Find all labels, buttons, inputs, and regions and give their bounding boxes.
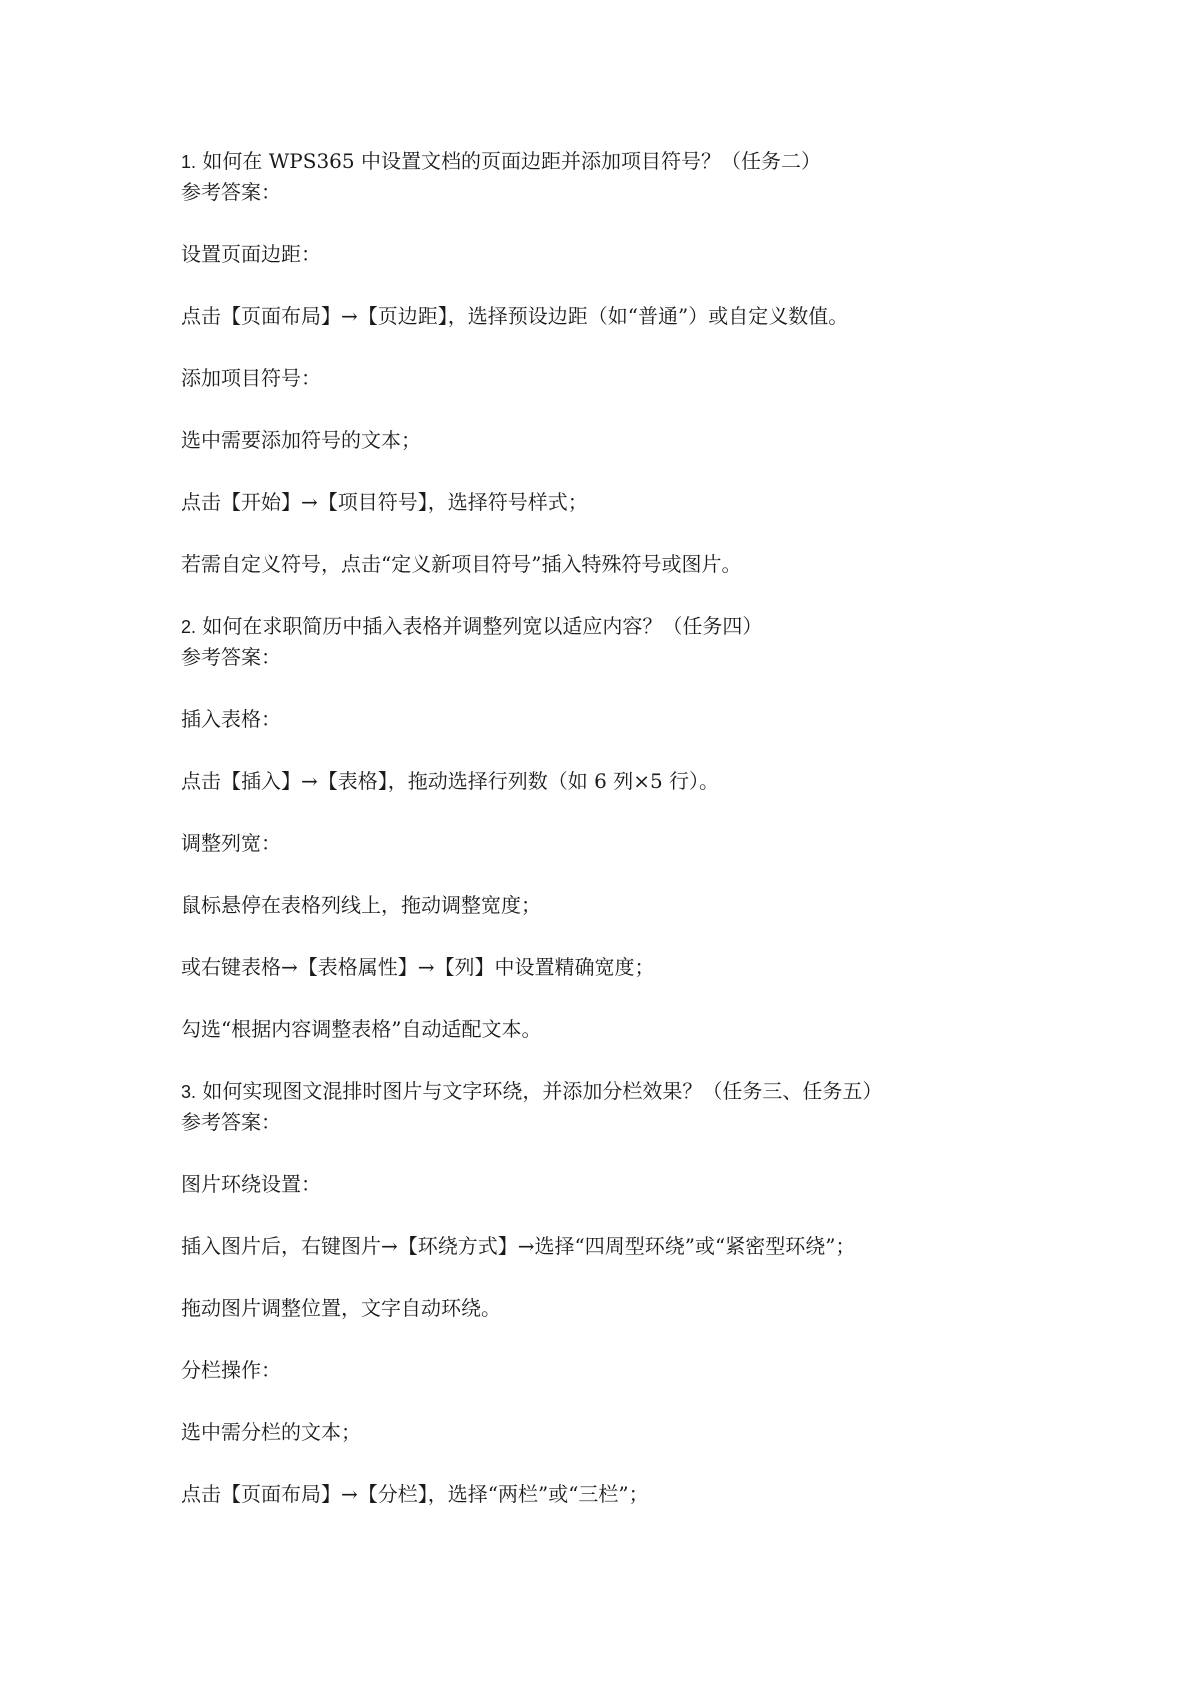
question-number: 1. (181, 152, 197, 172)
question-number: 3. (181, 1082, 197, 1102)
answer-label: 参考答案： (181, 1110, 281, 1134)
answer-label: 参考答案： (181, 645, 281, 669)
answer-line: 设置页面边距： (181, 242, 321, 266)
answer-line: 插入表格： (181, 707, 281, 731)
answer-line: 图片环绕设置： (181, 1172, 321, 1196)
answer-label: 参考答案： (181, 180, 281, 204)
answer-line: 分栏操作： (181, 1358, 281, 1382)
answer-line: 鼠标悬停在表格列线上，拖动调整宽度； (181, 893, 541, 917)
question-2-title (181, 611, 1061, 642)
answer-line: 选中需要添加符号的文本； (181, 428, 421, 452)
question-number: 2. (181, 617, 197, 637)
answer-line: 点击【插入】→【表格】，拖动选择行列数（如 6 列×5 行）。 (181, 769, 720, 793)
answer-line: 点击【页面布局】→【页边距】，选择预设边距（如“普通”）或自定义数值。 (181, 304, 849, 328)
question-text: 如何实现图文混排时图片与文字环绕，并添加分栏效果？（任务三、任务五） (202, 1079, 883, 1103)
answer-line: 点击【开始】→【项目符号】，选择符号样式； (181, 490, 588, 514)
answer-line: 调整列宽： (181, 831, 281, 855)
question-text: 如何在 WPS365 中设置文档的页面边距并添加项目符号？（任务二） (202, 149, 821, 173)
document-body (181, 146, 1061, 1509)
question-3-title (181, 1076, 1061, 1107)
answer-line: 拖动图片调整位置，文字自动环绕。 (181, 1296, 501, 1320)
answer-line: 若需自定义符号，点击“定义新项目符号”插入特殊符号或图片。 (181, 552, 742, 576)
answer-line: 添加项目符号： (181, 366, 321, 390)
question-text: 如何在求职简历中插入表格并调整列宽以适应内容？（任务四） (202, 614, 763, 638)
question-1-title (181, 146, 1061, 177)
answer-line: 点击【页面布局】→【分栏】，选择“两栏”或“三栏”； (181, 1482, 649, 1506)
answer-line: 或右键表格→【表格属性】→【列】中设置精确宽度； (181, 955, 655, 979)
answer-line: 插入图片后，右键图片→【环绕方式】→选择“四周型环绕”或“紧密型环绕”； (181, 1234, 856, 1258)
answer-line: 勾选“根据内容调整表格”自动适配文本。 (181, 1017, 542, 1041)
answer-line: 选中需分栏的文本； (181, 1420, 361, 1444)
